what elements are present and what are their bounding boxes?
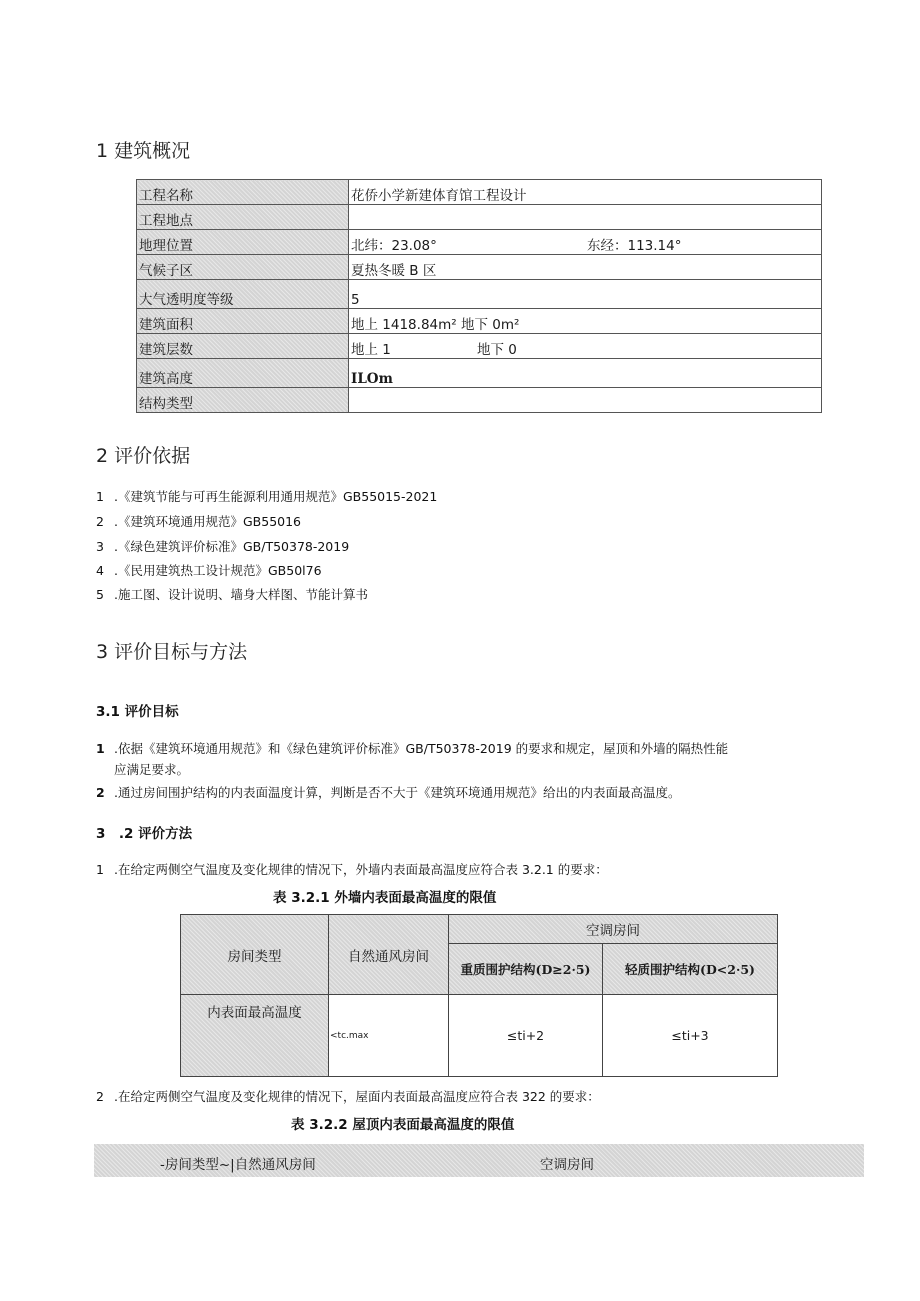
longitude: 东经：113.14° (587, 238, 682, 254)
table2-caption: 表 3.2.2 屋顶内表面最高温度的限值 (291, 1117, 515, 1133)
table-row (181, 915, 778, 944)
floors-below: 地下 0 (477, 342, 517, 358)
heavy-value: ≤ti+2 (449, 995, 603, 1077)
row-label: 地理位置 (137, 230, 349, 255)
natural-value: <tc.max (329, 995, 449, 1077)
row-value: 地上 1418.84m² 地下 0m² (349, 309, 822, 334)
row-label-max-temp: 内表面最高温度 (181, 995, 329, 1077)
list-item: 1 .《建筑节能与可再生能源利用通用规范》GB55015-2021 (96, 489, 438, 504)
list-item: 2 .通过房间围护结构的内表面温度计算，判断是否不大于《建筑环境通用规范》给出的内表面最高温度。 (96, 785, 681, 800)
wall-temperature-limits-table (180, 914, 778, 1077)
table-row (137, 205, 822, 230)
table-row (137, 230, 822, 255)
row-label: 气候子区 (137, 255, 349, 280)
row-label: 建筑面积 (137, 309, 349, 334)
row-value-pair (349, 230, 822, 255)
table-row (137, 255, 822, 280)
list-item: 5 .施工图、设计说明、墙身大样图、节能计算书 (96, 587, 368, 602)
latitude: 北纬：23.08° (351, 238, 437, 254)
row-value (349, 205, 822, 230)
table-row (137, 334, 822, 359)
list-item: 1 .在给定两侧空气温度及变化规律的情况下，外墙内表面最高温度应符合表 3.2.1 的要求： (96, 862, 608, 877)
floors-above: 地上 1 (351, 342, 391, 358)
row-value: ILOm (349, 359, 822, 388)
header-room-type: 房间类型 (181, 915, 329, 995)
section2-title: 2 评价依据 (96, 445, 191, 467)
list-item: 2 .《建筑环境通用规范》GB55016 (96, 514, 301, 529)
building-info-table (136, 179, 822, 413)
subsection-3-2-title: 3 .2 评价方法 (96, 826, 193, 842)
section1-title: 1 建筑概况 (96, 140, 191, 162)
table-row (181, 995, 778, 1077)
section3-title: 3 评价目标与方法 (96, 641, 248, 663)
table-row (137, 280, 822, 309)
list-item: 1 .依据《建筑环境通用规范》和《绿色建筑评价标准》GB/T50378-2019 的要求和规定，屋顶和外墙的隔热性能 (96, 741, 729, 756)
table-row (137, 388, 822, 413)
light-value: ≤ti+3 (603, 995, 778, 1077)
row-value (349, 388, 822, 413)
row-label: 工程名称 (137, 180, 349, 205)
header-natural-ventilation: 自然通风房间 (329, 915, 449, 995)
table-row (137, 180, 822, 205)
row-label: 大气透明度等级 (137, 280, 349, 309)
header-light-envelope: 轻质围护结构(D<2·5) (603, 944, 778, 995)
row-value: 花侨小学新建体育馆工程设计 (349, 180, 822, 205)
subsection-3-1-title: 3.1 评价目标 (96, 704, 179, 720)
list-item: 2 .在给定两侧空气温度及变化规律的情况下，屋面内表面最高温度应符合表 322 的要求： (96, 1089, 600, 1104)
header-air-conditioned: 空调房间 (449, 915, 778, 944)
header-air-conditioned: 空调房间 (540, 1157, 594, 1173)
table1-caption: 表 3.2.1 外墙内表面最高温度的限值 (273, 890, 497, 906)
list-item-continuation: 应满足要求。 (114, 762, 190, 777)
header-room-type-natural: -房间类型~|自然通风房间 (160, 1157, 316, 1173)
roof-temperature-limits-table-header (94, 1144, 864, 1177)
row-label: 建筑高度 (137, 359, 349, 388)
header-heavy-envelope: 重质围护结构(D≥2·5) (449, 944, 603, 995)
row-label: 建筑层数 (137, 334, 349, 359)
row-value: 夏热冬暖 B 区 (349, 255, 822, 280)
list-item: 3 .《绿色建筑评价标准》GB/T50378-2019 (96, 539, 350, 554)
row-label: 工程地点 (137, 205, 349, 230)
row-label: 结构类型 (137, 388, 349, 413)
row-value: 5 (349, 280, 822, 309)
list-item: 4 .《民用建筑热工设计规范》GB50l76 (96, 563, 322, 578)
row-value-pair (349, 334, 822, 359)
table-row (137, 309, 822, 334)
table-row (137, 359, 822, 388)
